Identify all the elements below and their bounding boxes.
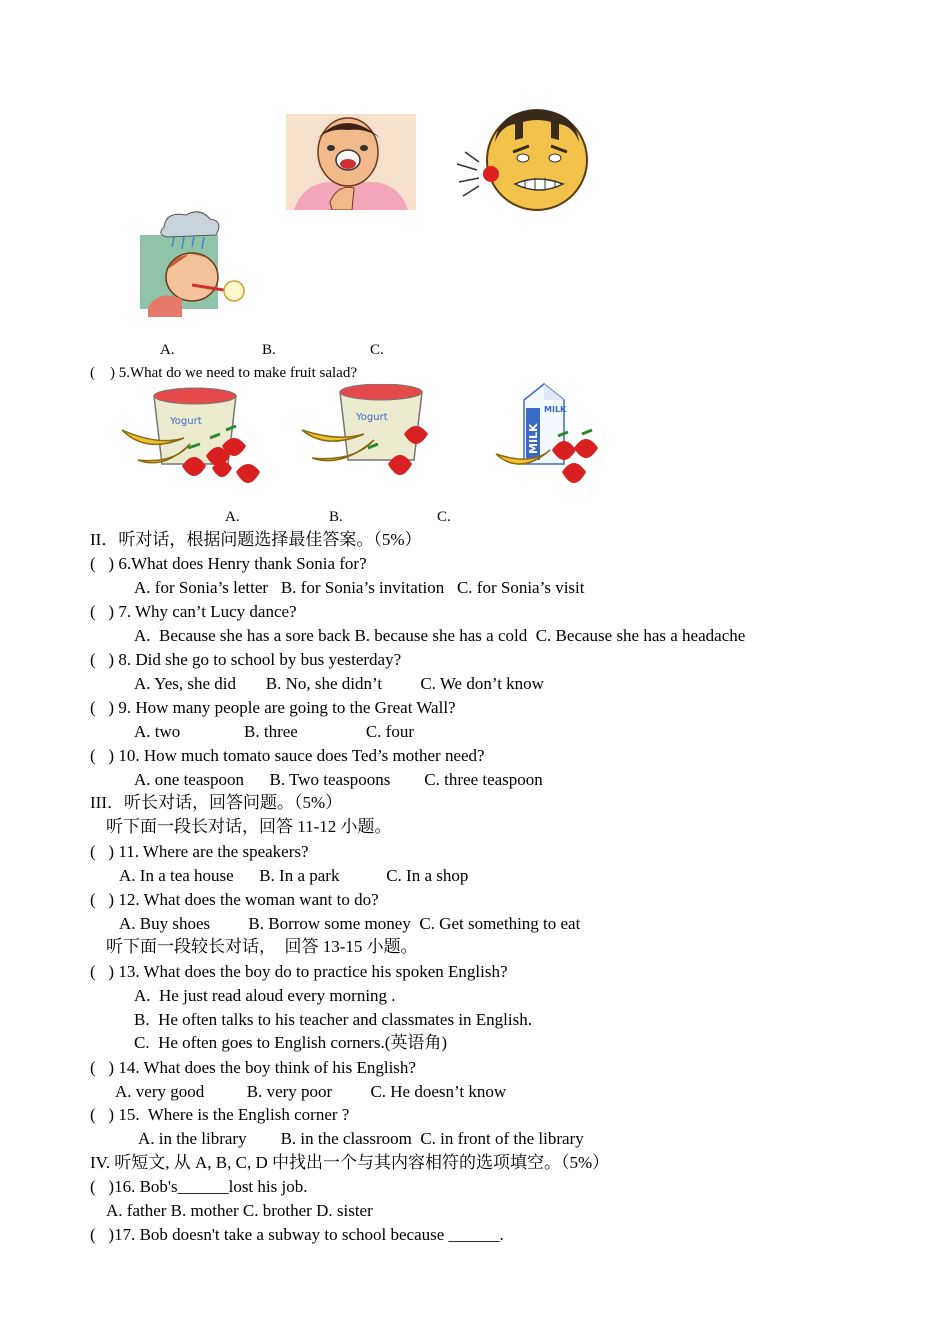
question-9: ( ) 9. How many people are going to the Great Wall?: [90, 698, 456, 717]
section-3-intro-2: 听下面一段较长对话， 回答 13-15 小题。: [106, 937, 418, 956]
yogurt-label: Yogurt: [170, 416, 202, 427]
section-3-heading: III．听长对话，回答问题。（5%）: [90, 793, 343, 812]
question-6-options: A. for Sonia’s letter B. for Sonia’s invitation C. for Sonia’s visit: [134, 578, 585, 597]
question-10-options: A. one teaspoon B. Two teaspoons C. three teaspoon: [134, 770, 543, 789]
fever-picture: [130, 207, 248, 317]
question-11: ( ) 11. Where are the speakers?: [90, 842, 309, 861]
q5-label-b: B.: [329, 509, 343, 525]
milk-label: MILK: [544, 405, 567, 414]
milk-label: MILK: [527, 423, 540, 454]
question-15-options: A. in the library B. in the classroom C. in front of the library: [138, 1129, 584, 1148]
question-8: ( ) 8. Did she go to school by bus yesterday?: [90, 650, 402, 669]
question-16-options: A. father B. mother C. brother D. sister: [106, 1201, 373, 1220]
toothache-picture: [455, 100, 595, 212]
question-12-options: A. Buy shoes B. Borrow some money C. Get something to eat: [119, 914, 581, 933]
question-11-options: A. In a tea house B. In a park C. In a shop: [119, 866, 469, 885]
section-2-heading: II．听对话，根据问题选择最佳答案。（5%）: [90, 530, 422, 549]
q4-label-c: C.: [370, 342, 384, 358]
question-7-options: A. Because she has a sore back B. because she has a cold C. Because she has a headache: [134, 626, 746, 645]
question-17: ( )17. Bob doesn't take a subway to school because ______.: [90, 1225, 504, 1244]
q4-label-b: B.: [262, 342, 276, 358]
section-3-intro-1: 听下面一段长对话，回答 11-12 小题。: [106, 817, 392, 836]
question-16: ( )16. Bob's______lost his job.: [90, 1177, 308, 1196]
question-10: ( ) 10. How much tomato sauce does Ted’s mother need?: [90, 746, 485, 765]
section-4-heading: IV. 听短文, 从 A, B, C, D 中找出一个与其内容相符的选项填空。（5%）: [90, 1153, 610, 1172]
fruit-salad-option-c-picture: [492, 380, 616, 502]
q4-label-a: A.: [160, 342, 175, 358]
question-13-option-a: A. He just read aloud every morning .: [134, 986, 396, 1005]
yogurt-label: Yogurt: [356, 412, 388, 423]
question-13: ( ) 13. What does the boy do to practice his spoken English?: [90, 962, 508, 981]
question-9-options: A. two B. three C. four: [134, 722, 415, 741]
question-13-option-c: C. He often goes to English corners.(英语角): [134, 1033, 448, 1052]
question-5: ( ) 5.What do we need to make fruit salad?: [90, 365, 357, 381]
sore-throat-picture: [286, 114, 416, 210]
question-8-options: A. Yes, she did B. No, she didn’t C. We don’t know: [134, 674, 544, 693]
question-14-options: A. very good B. very poor C. He doesn’t know: [115, 1082, 507, 1101]
question-14: ( ) 14. What does the boy think of his English?: [90, 1058, 416, 1077]
question-6: ( ) 6.What does Henry thank Sonia for?: [90, 554, 367, 573]
question-7: ( ) 7. Why can’t Lucy dance?: [90, 602, 297, 621]
q5-label-c: C.: [437, 509, 451, 525]
question-13-option-b: B. He often talks to his teacher and classmates in English.: [134, 1010, 532, 1029]
fruit-salad-option-b-picture: [298, 384, 438, 490]
question-15: ( ) 15. Where is the English corner ?: [90, 1105, 350, 1124]
q5-label-a: A.: [225, 509, 240, 525]
question-12: ( ) 12. What does the woman want to do?: [90, 890, 379, 909]
fruit-salad-option-a-picture: [118, 386, 266, 498]
